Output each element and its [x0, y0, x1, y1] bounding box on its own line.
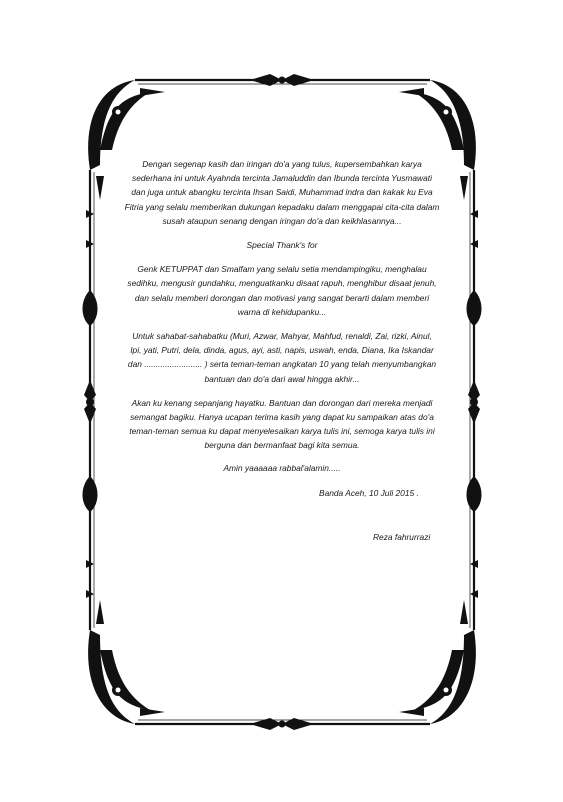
text-line: dan selalu memberi dorongan dan motivasi yang sangat berarti dalam memberi	[134, 292, 430, 303]
text-line: Ipi, yati, Putri, dela, dinda, agus, ayi, asti, napis, uswah, enda, Diana, Ika Iskandar	[130, 345, 434, 356]
dedication-text	[106, 157, 458, 503]
text-line: dan ......................... ) serta teman-teman angkatan 10 yang telah menyumbangkan	[127, 359, 437, 370]
text-line: Fitria yang selalu memberikan dukungan kepadaku dalam menggapai cita-cita dalam	[124, 201, 440, 212]
dedication-paragraph-family	[106, 157, 458, 228]
text-line: berguna dan bermanfaat bagi kita semua.	[204, 440, 360, 451]
place-date: Banda Aceh, 10 Juli 2015 .	[319, 488, 419, 498]
author-name: Reza fahrurrazi	[373, 532, 431, 542]
text-line: sederhana ini untuk Ayahnda tercinta Jamaluddin dan Ibunda tercinta Yusmawati	[132, 173, 432, 184]
special-thanks-heading: Special Thank's for	[246, 240, 318, 251]
text-line: Untuk sahabat-sahabatku (Muri, Azwar, Mahyar, Mahfud, renaldi, Zai, rizki, Ainul,	[132, 331, 432, 342]
text-line: Akan ku kenang sepanjang hayatku. Bantuan dan dorongan dari mereka menjadi	[131, 397, 433, 408]
text-line: bantuan dan do'a dari awal hingga akhir...	[204, 373, 360, 384]
text-line: teman-teman semua ku dapat menyelesaikan karya tulis ini, semoga karya tulis ini	[129, 426, 435, 437]
text-line: sedihku, mengusir gundahku, menguatkanku disaat rapuh, menghibur disaat jenuh,	[127, 278, 437, 289]
text-line: warna di kehidupanku...	[237, 306, 327, 317]
text-line: susah ataupun senang dengan iringan do'a dan keikhlasannya...	[162, 215, 402, 226]
amin-line: Amin yaaaaaa rabbal'alamin.....	[223, 462, 341, 473]
text-line: semangat bagiku. Hanya ucapan terima kasih yang dapat ku sampaikan atas do'a	[130, 412, 434, 423]
dedication-paragraph-classmates	[106, 329, 458, 386]
text-line: Genk KETUPPAT dan Smalfam yang selalu setia mendampingiku, menghalau	[137, 264, 427, 275]
dedication-paragraph-friends-group	[106, 262, 458, 319]
text-line: Dengan segenap kasih dan iringan do'a yang tulus, kupersembahkan karya	[142, 159, 422, 169]
text-line: dan juga untuk abangku tercinta Ihsan Saidi, Muhammad indra dan kakak ku Eva	[131, 187, 433, 198]
dedication-paragraph-closing	[106, 396, 458, 453]
